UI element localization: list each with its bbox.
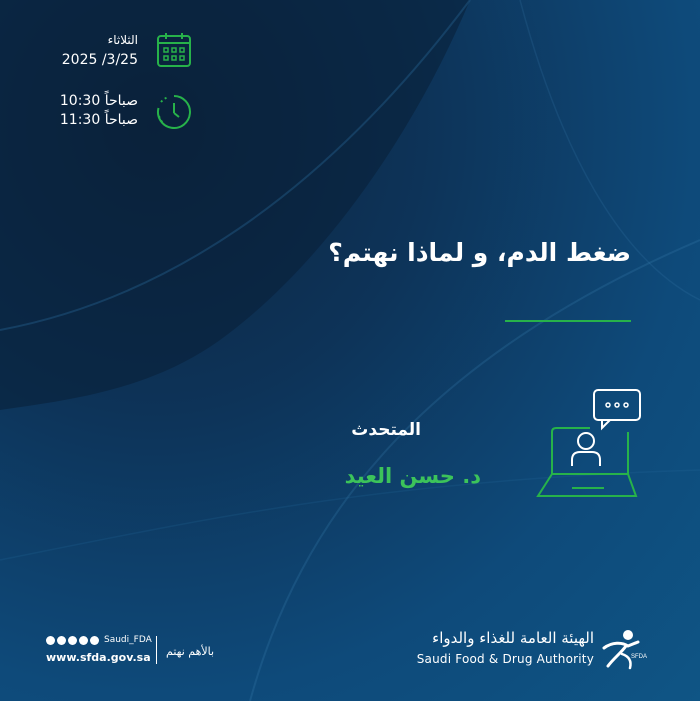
sfda-logo-mark [598,628,648,670]
footer-contact [46,634,152,664]
title-underline [505,320,631,322]
svg-text:SFDA: SFDA [631,654,648,660]
website-link[interactable]: www.sfda.gov.sa [46,651,151,664]
end-time: 11:30 صباحاً [59,112,138,128]
logo-arabic-text: الهيئة العامة للغذاء والدواء [432,629,594,647]
clock-icon [155,93,193,131]
slogan: بالأهم نهتم [166,645,215,658]
social-icons [46,634,152,646]
instagram-icon[interactable] [68,636,77,645]
speaker-name: د. حسن العيد [344,464,481,488]
date-block [62,33,138,70]
footer-divider [156,636,157,664]
speaker-label: المتحدث [351,420,421,440]
snapchat-icon[interactable] [57,636,66,645]
linkedin-icon[interactable] [90,636,99,645]
social-handle: Saudi_FDA [104,635,152,645]
logo-english-text: Saudi Food & Drug Authority [416,652,594,666]
laptop-chat-icon [536,388,642,500]
calendar-icon [156,32,192,68]
event-title: ضغط الدم، و لماذا نهتم؟ [328,238,631,267]
event-day: الثلاثاء [107,33,138,47]
time-block [60,92,138,130]
youtube-icon[interactable] [79,636,88,645]
start-time: 10:30 صباحاً [59,93,138,109]
twitter-icon[interactable] [46,636,55,645]
event-date: 2025 /3/25 [61,52,138,68]
